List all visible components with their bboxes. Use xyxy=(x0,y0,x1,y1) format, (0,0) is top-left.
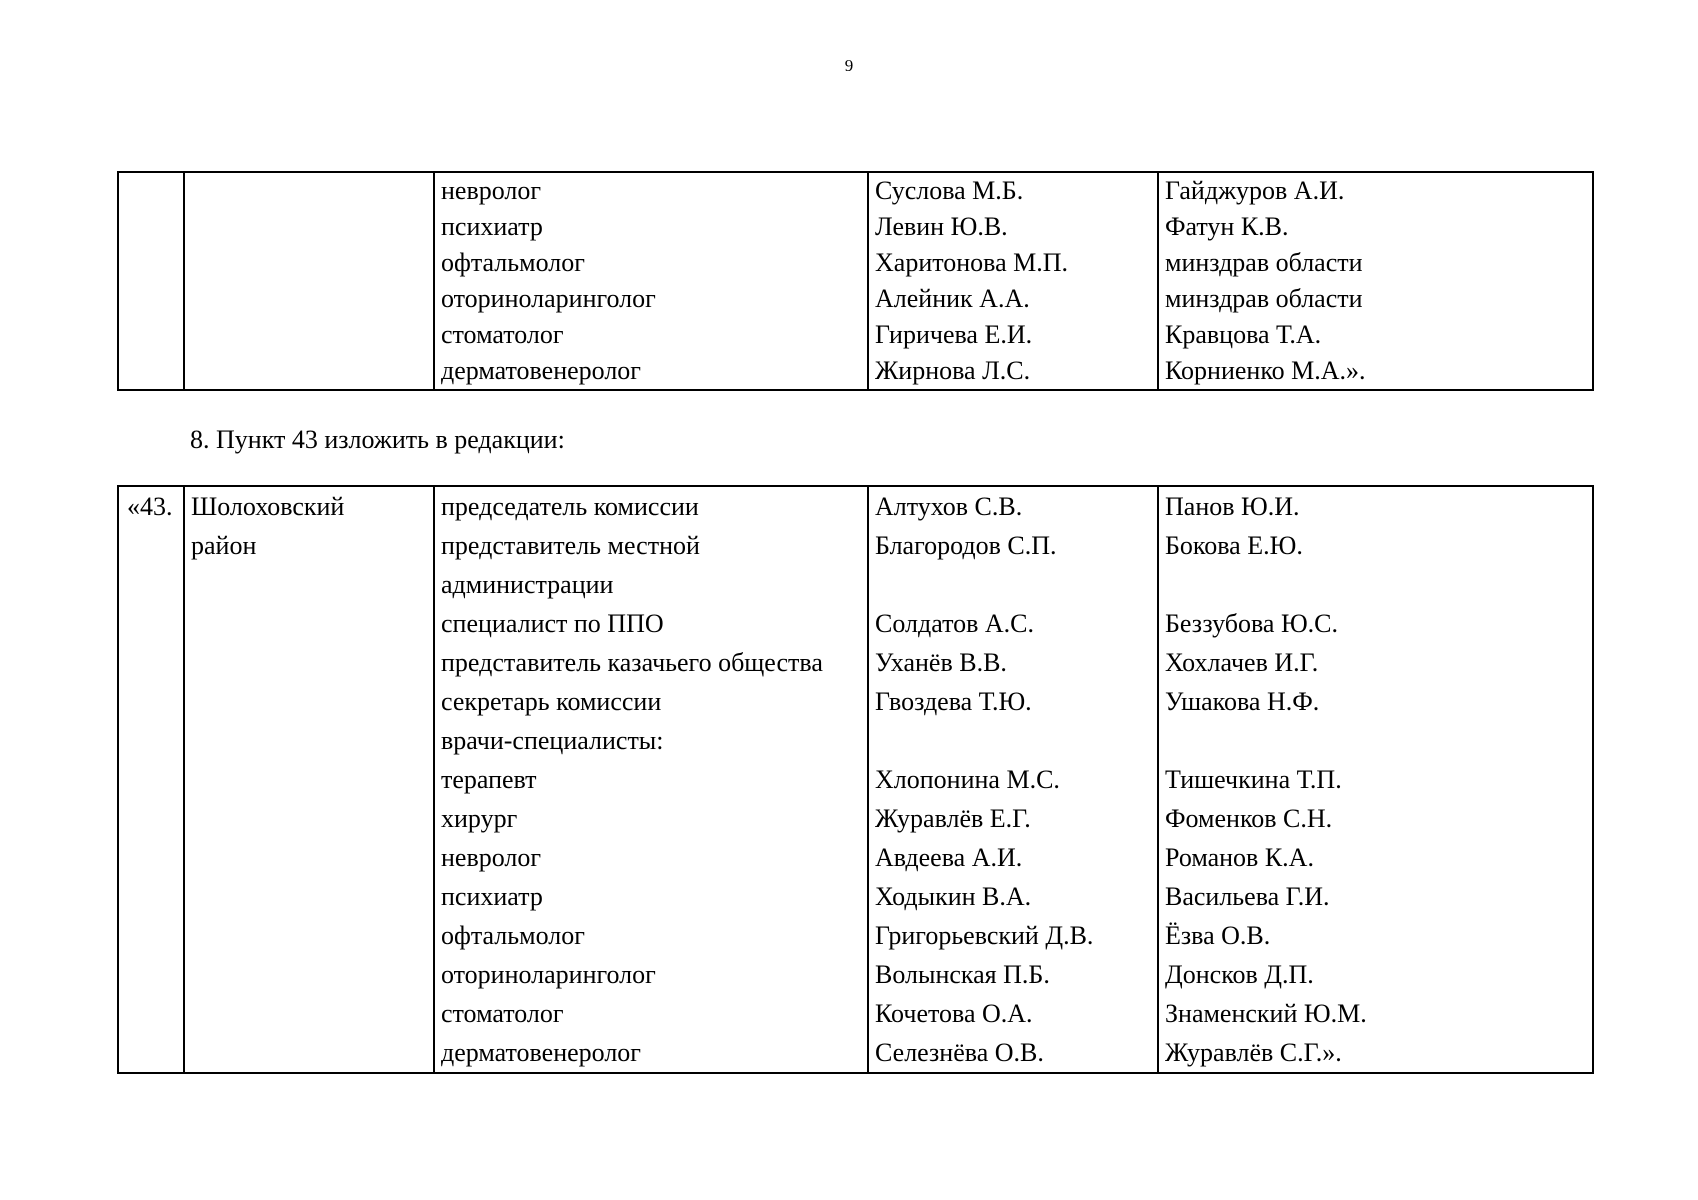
district-cell xyxy=(184,486,434,1073)
list-item: невролог xyxy=(441,843,542,872)
list-item: Гвоздева Т.Ю. xyxy=(875,687,1032,716)
amendment-paragraph: 8. Пункт 43 изложить в редакции: xyxy=(190,425,565,454)
list-item: хирург xyxy=(441,804,518,833)
list-item: Знаменский Ю.М. xyxy=(1165,999,1367,1028)
list-item: Панов Ю.И. xyxy=(1165,492,1300,521)
number-cell xyxy=(118,486,184,1073)
commission-table-continued xyxy=(117,171,1594,391)
table-row xyxy=(118,486,1593,1073)
list-item: Фоменков С.Н. xyxy=(1165,804,1333,833)
district-name: район xyxy=(191,531,257,560)
role-column xyxy=(434,172,868,390)
district-name: Шолоховский xyxy=(191,492,345,521)
list-item: Авдеева А.И. xyxy=(875,843,1023,872)
role-column xyxy=(434,486,868,1073)
list-item: специалист по ППО xyxy=(441,609,664,638)
list-item xyxy=(875,565,1157,604)
list-item: Донсков Д.П. xyxy=(1165,960,1314,989)
list-item: Васильева Г.И. xyxy=(1165,882,1330,911)
list-item: Харитонова М.П. xyxy=(875,248,1069,277)
list-item: Хохлачев И.Г. xyxy=(1165,648,1319,677)
list-item: представитель казачьего общества xyxy=(441,648,823,677)
list-item: Гайджуров А.И. xyxy=(1165,176,1345,205)
list-item: Журавлёв С.Г.». xyxy=(1165,1038,1342,1067)
list-item: дерматовенеролог xyxy=(441,356,641,385)
item-number: «43. xyxy=(127,492,173,521)
number-cell xyxy=(118,172,184,390)
list-item: Фатун К.В. xyxy=(1165,212,1289,241)
list-item: невролог xyxy=(441,176,542,205)
page-number: 9 xyxy=(844,56,854,75)
list-item: оториноларинголог xyxy=(441,960,656,989)
list-item: оториноларинголог xyxy=(441,284,656,313)
list-item xyxy=(875,721,1157,760)
list-item: офтальмолог xyxy=(441,248,585,277)
list-item: Гиричева Е.И. xyxy=(875,320,1033,349)
list-item: минздрав области xyxy=(1165,248,1363,277)
list-item: Волынская П.Б. xyxy=(875,960,1050,989)
main-member-column xyxy=(868,172,1158,390)
list-item: секретарь комиссии xyxy=(441,687,662,716)
list-item: минздрав области xyxy=(1165,284,1363,313)
list-item: председатель комиссии xyxy=(441,492,699,521)
district-cell xyxy=(184,172,434,390)
main-member-column xyxy=(868,486,1158,1073)
list-item: Ушакова Н.Ф. xyxy=(1165,687,1320,716)
list-item: Алтухов С.В. xyxy=(875,492,1023,521)
list-item: администрации xyxy=(441,570,614,599)
reserve-member-column xyxy=(1158,486,1593,1073)
list-item: Ходыкин В.А. xyxy=(875,882,1032,911)
list-item: Корниенко М.А.». xyxy=(1165,356,1366,385)
list-item: Жирнова Л.С. xyxy=(875,356,1031,385)
list-item: стоматолог xyxy=(441,320,564,349)
list-item: стоматолог xyxy=(441,999,564,1028)
list-item: Суслова М.Б. xyxy=(875,176,1024,205)
list-item: Солдатов А.С. xyxy=(875,609,1034,638)
list-item: Ёзва О.В. xyxy=(1165,921,1271,950)
commission-table-item-43 xyxy=(117,485,1594,1074)
list-item: Кравцова Т.А. xyxy=(1165,320,1322,349)
list-item xyxy=(1165,565,1592,604)
list-item: Хлопонина М.С. xyxy=(875,765,1060,794)
list-item: Благородов С.П. xyxy=(875,531,1057,560)
list-item: Селезнёва О.В. xyxy=(875,1038,1044,1067)
list-item: Левин Ю.В. xyxy=(875,212,1008,241)
list-item: Журавлёв Е.Г. xyxy=(875,804,1031,833)
list-item: офтальмолог xyxy=(441,921,585,950)
list-item: Кочетова О.А. xyxy=(875,999,1033,1028)
reserve-member-column xyxy=(1158,172,1593,390)
list-item: врачи-специалисты: xyxy=(441,726,664,755)
table-row xyxy=(118,172,1593,390)
list-item: Беззубова Ю.С. xyxy=(1165,609,1339,638)
list-item: Алейник А.А. xyxy=(875,284,1030,313)
list-item xyxy=(1165,721,1592,760)
list-item: представитель местной xyxy=(441,531,700,560)
list-item: Тишечкина Т.П. xyxy=(1165,765,1342,794)
list-item: Бокова Е.Ю. xyxy=(1165,531,1303,560)
list-item: дерматовенеролог xyxy=(441,1038,641,1067)
list-item: Григорьевский Д.В. xyxy=(875,921,1094,950)
list-item: терапевт xyxy=(441,765,537,794)
list-item: психиатр xyxy=(441,212,543,241)
list-item: Романов К.А. xyxy=(1165,843,1314,872)
list-item: Уханёв В.В. xyxy=(875,648,1007,677)
list-item: психиатр xyxy=(441,882,543,911)
